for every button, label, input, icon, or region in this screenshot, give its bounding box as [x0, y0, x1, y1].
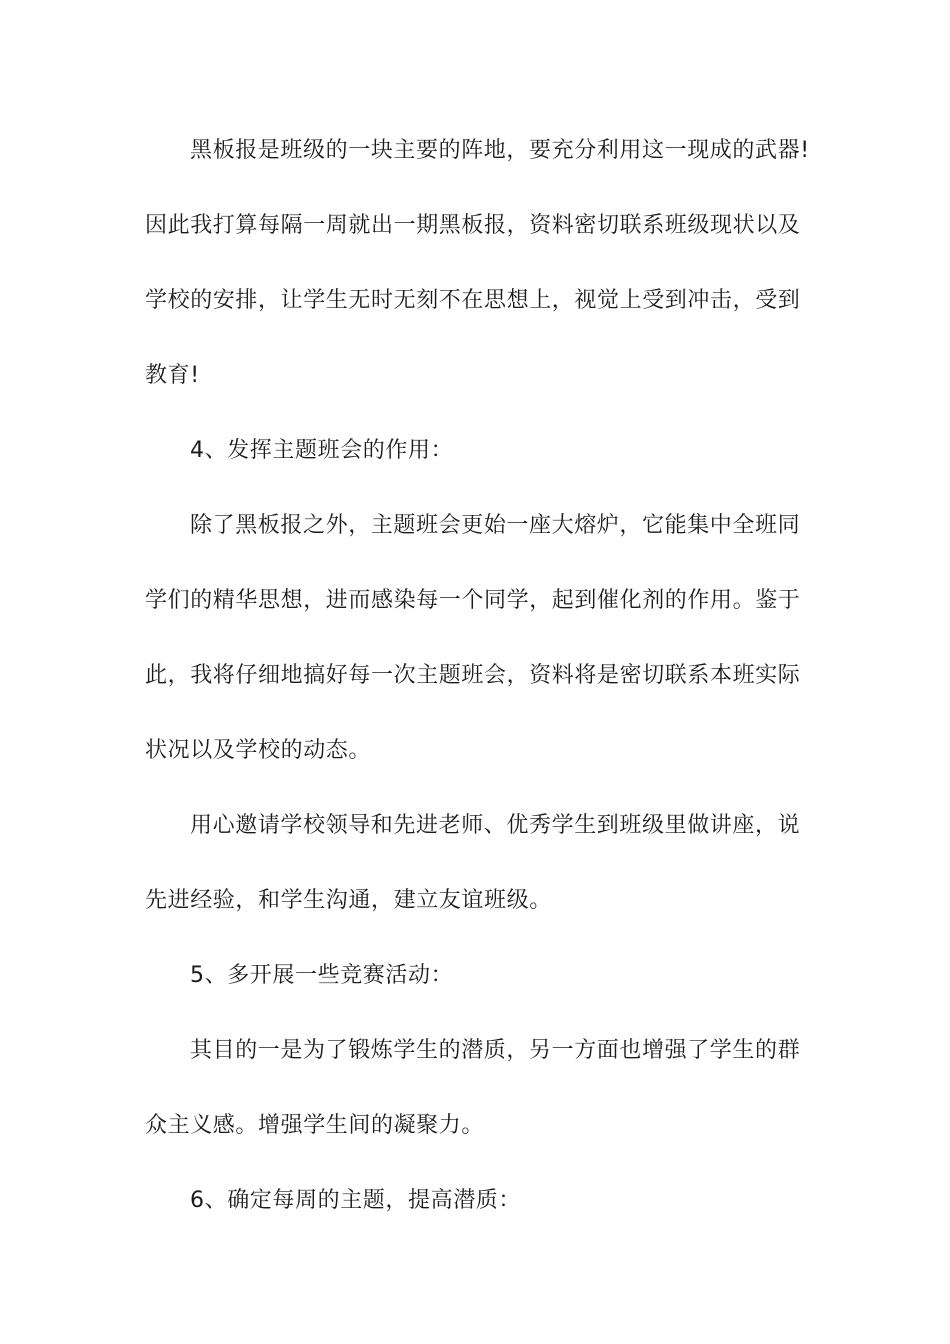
paragraph-line: 先进经验，和学生沟通，建立友谊班级。: [145, 888, 552, 913]
paragraph-line: 众主义感。增强学生间的凝聚力。: [145, 1113, 485, 1138]
paragraph-line: 此，我将仔细地搞好每一次主题班会，资料将是密切联系本班实际: [145, 663, 801, 688]
paragraph-line: 其目的一是为了锻炼学生的潜质，另一方面也增强了学生的群: [190, 1038, 801, 1063]
paragraph-line: 黑板报是班级的一块主要的阵地，要充分利用这一现成的武器!: [190, 138, 810, 163]
paragraph-line: 除了黑板报之外，主题班会更始一座大熔炉，它能集中全班同: [190, 513, 801, 538]
paragraph-line: 教育!: [145, 363, 200, 388]
section-heading: 6、确定每周的主题，提高潜质：: [190, 1188, 521, 1213]
paragraph-line: 用心邀请学校领导和先进老师、优秀学生到班级里做讲座，说: [190, 813, 801, 838]
section-heading: 4、发挥主题班会的作用：: [190, 438, 454, 463]
paragraph-line: 学校的安排，让学生无时无刻不在思想上，视觉上受到冲击，受到: [145, 288, 801, 313]
paragraph-line: 学们的精华思想，进而感染每一个同学，起到催化剂的作用。鉴于: [145, 588, 801, 613]
paragraph-line: 因此我打算每隔一周就出一期黑板报，资料密切联系班级现状以及: [145, 213, 801, 238]
section-heading: 5、多开展一些竞赛活动：: [190, 963, 454, 988]
paragraph-line: 状况以及学校的动态。: [145, 738, 372, 763]
